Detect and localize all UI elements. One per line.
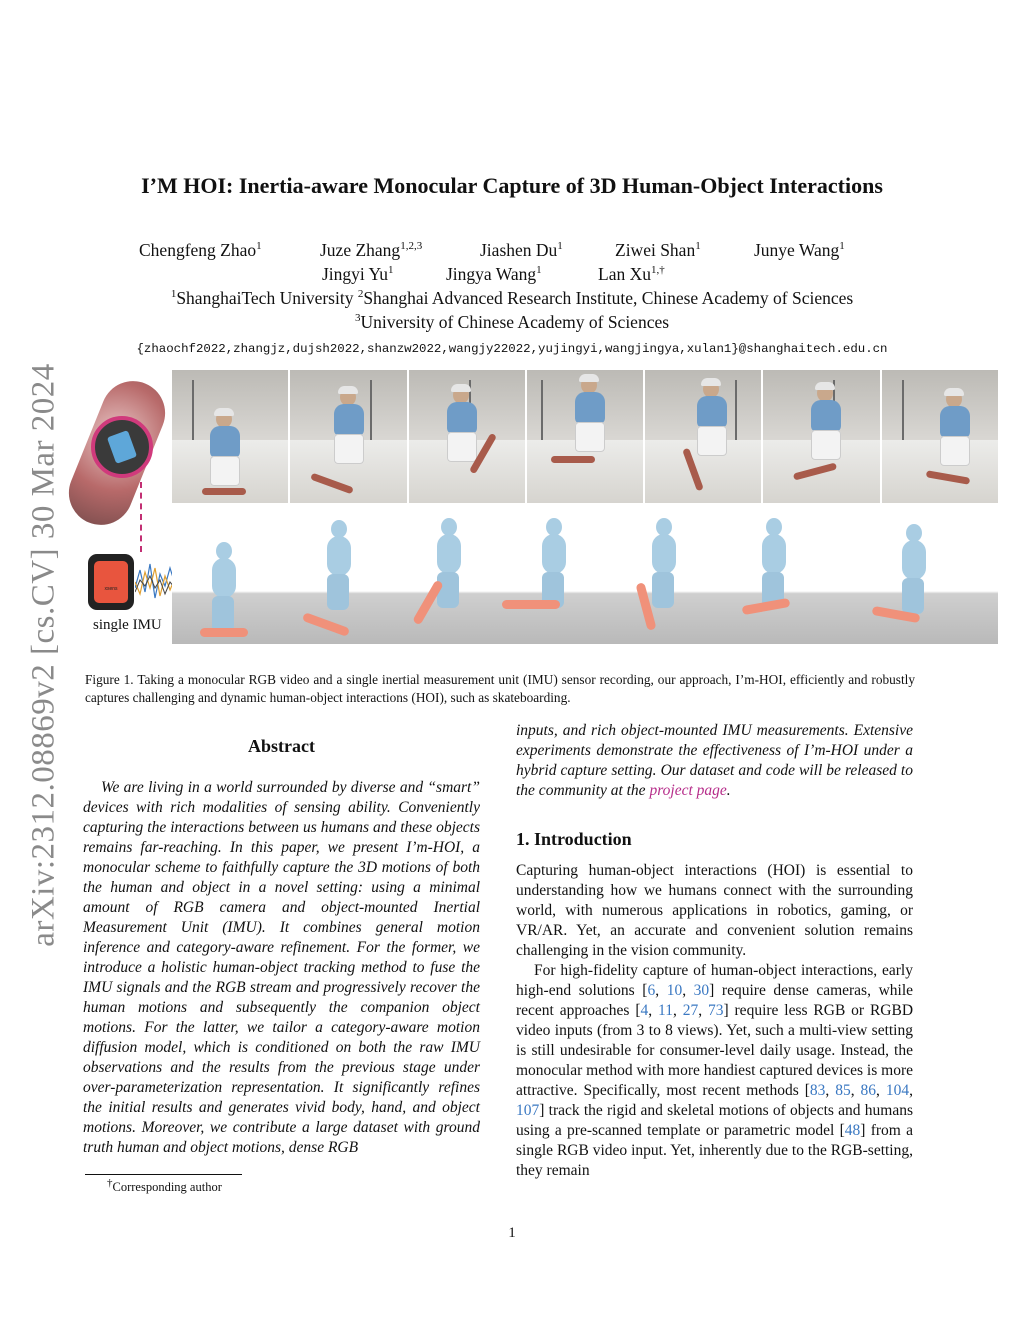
- author: Jingya Wang$^1$: [446, 264, 542, 284]
- citation-link[interactable]: 107: [516, 1102, 540, 1119]
- citation-link[interactable]: 104: [885, 1082, 910, 1099]
- paper-title: I’M HOI: Inertia-aware Monocular Capture of 3D Human-Object Interactions: [141, 173, 883, 198]
- citation-link[interactable]: 48: [844, 1122, 861, 1139]
- dashed-arrow: [140, 482, 142, 552]
- 3d-reconstruction-renders: [172, 518, 998, 644]
- author: Lan $Xu^{1,\dagger}$: [598, 264, 665, 284]
- intro-paragraph-2: For high-fidelity capture of human-object interactions, early high-end solutions [6, 10, 30] require dense cameras, while recent approaches [4, 11, 27, 73] require less RGB or RGBD video inputs (from 3 to 8 views). Yet, such a multi-view setting is still undesirable for consumer-level daily usage. Instead, the monocular method with more handiest captured devices is more attractive. Specifically, most recent methods [83, 85, 86, 104, 107] track the rigid and skeletal motions of objects and humans using a pre-scanned template or parametric model [48] from a single RGB video input. Yet, inherently due to the RGB-setting, they remain: [516, 962, 914, 1179]
- imu-signal-plot: [135, 558, 175, 608]
- figure-caption: Figure 1. Taking a monocular RGB video and a single inertial measurement unit (IMU) sensor recording, our approach, I’m-HOI, efficiently and robustly captures challenging and dynamic human-object interactions (HOI), such as skateboarding.: [85, 672, 915, 705]
- figure-1: [85, 370, 915, 670]
- imu-device-icon: xsens: [88, 554, 134, 610]
- citation-link[interactable]: 6: [647, 982, 656, 999]
- video-frame: [882, 370, 998, 503]
- imu-zoom-icon: [91, 416, 153, 478]
- video-frame: [527, 370, 643, 503]
- imu-label: single IMU: [93, 617, 162, 633]
- left-column: [83, 736, 480, 1158]
- human-mesh: [202, 542, 242, 638]
- page-number: 1: [508, 1225, 516, 1241]
- affiliations-line-2: $^3$University of Chinese Academy of Sciences: [354, 312, 670, 332]
- citation-link[interactable]: 4: [640, 1002, 649, 1019]
- citation-link[interactable]: 10: [666, 982, 683, 999]
- author-emails: {zhaochf2022,zhangjz,dujsh2022,shanzw2022,wangjy22022,yujingyi,wangjingya,xulan1}@shanghaitech.edu.cn: [136, 342, 888, 356]
- citation-link[interactable]: 11: [658, 1002, 673, 1019]
- abstract-heading: Abstract: [248, 736, 315, 756]
- citation-link[interactable]: 27: [682, 1002, 699, 1019]
- author: Jiashen Du$^1$: [480, 240, 563, 260]
- intro-paragraph-1: Capturing human-object interactions (HOI) is essential to understanding how we humans connect with the surrounding world, with numerous applications in robotics, gaming, or VR/AR. Yet, an accurate and convenient solution remains challenging in the vision community.: [516, 862, 913, 959]
- author: Ziwei Shan$^1$: [615, 240, 701, 260]
- citation-link[interactable]: 85: [835, 1082, 851, 1099]
- skateboard-mesh: [502, 600, 560, 609]
- video-frame: [290, 370, 406, 503]
- arxiv-identifier: arXiv:2312.08869v2 [cs.CV] 30 Mar 2024: [25, 363, 62, 947]
- right-column: [516, 721, 913, 1181]
- citation-link[interactable]: 83: [809, 1082, 826, 1099]
- human-mesh: [317, 520, 357, 616]
- author: Chengfeng Zhao$^1$: [139, 240, 262, 260]
- abstract-text: We are living in a world surrounded by diverse and “smart” devices with rich modalities of sensing ability. Conveniently capturing the interactions between us humans and these objects remains far-reaching. In this paper, we present I’m-HOI, a monocular scheme to faithfully capture the 3D motions of both the human and object in a novel setting: using a minimal amount of RGB camera and object-mounted Inertial Measurement Unit (IMU). It combines general motion inference and category-aware refinement. For the former, we introduce a holistic human-object tracking method to fuse the IMU signals and the RGB stream and progressively recover the human motions and subsequently the companion object motions. For the latter, we tailor a category-aware motion diffusion model, which is conditioned on both the raw IMU observations and the results from the previous stage under over-parameterization representation. It significantly refines the initial results and generates vivid body, hand, and object motions. Moreover, we contribute a large dataset with ground truth human and object motions, dense RGB: [83, 779, 480, 1156]
- author: Junye Wang$^1$: [754, 240, 845, 260]
- human-mesh: [892, 524, 932, 620]
- video-frame: [172, 370, 288, 503]
- rgb-video-frames: [172, 370, 998, 503]
- abstract-continued: inputs, and rich object-mounted IMU measurements. Extensive experiments demonstrate the effectiveness of I’m-HOI under a hybrid capture setting. Our dataset and code will be released to the community at the project page.: [516, 722, 913, 799]
- introduction-heading: 1. Introduction: [516, 829, 632, 849]
- footnote: †Corresponding author: [107, 1176, 222, 1194]
- project-page-link[interactable]: project page: [649, 782, 727, 799]
- skateboard-mesh: [200, 628, 248, 637]
- citation-link[interactable]: 86: [860, 1082, 877, 1099]
- footnote-divider: [85, 1174, 242, 1175]
- video-frame: [409, 370, 525, 503]
- citation-link[interactable]: 73: [707, 1002, 724, 1019]
- video-frame: [645, 370, 761, 503]
- authors-row-2: [0, 264, 1024, 288]
- authors-row-1: [0, 240, 1024, 264]
- citation-link[interactable]: 30: [693, 982, 710, 999]
- author: Juze Zhang$^{1,2,3}$: [320, 240, 423, 260]
- video-frame: [763, 370, 879, 503]
- author: Jingyi Yu$^1$: [322, 264, 394, 284]
- affiliations-line-1: $^1$ShanghaiTech University $^2$Shanghai Advanced Research Institute, Chinese Academy of Sciences: [170, 288, 854, 308]
